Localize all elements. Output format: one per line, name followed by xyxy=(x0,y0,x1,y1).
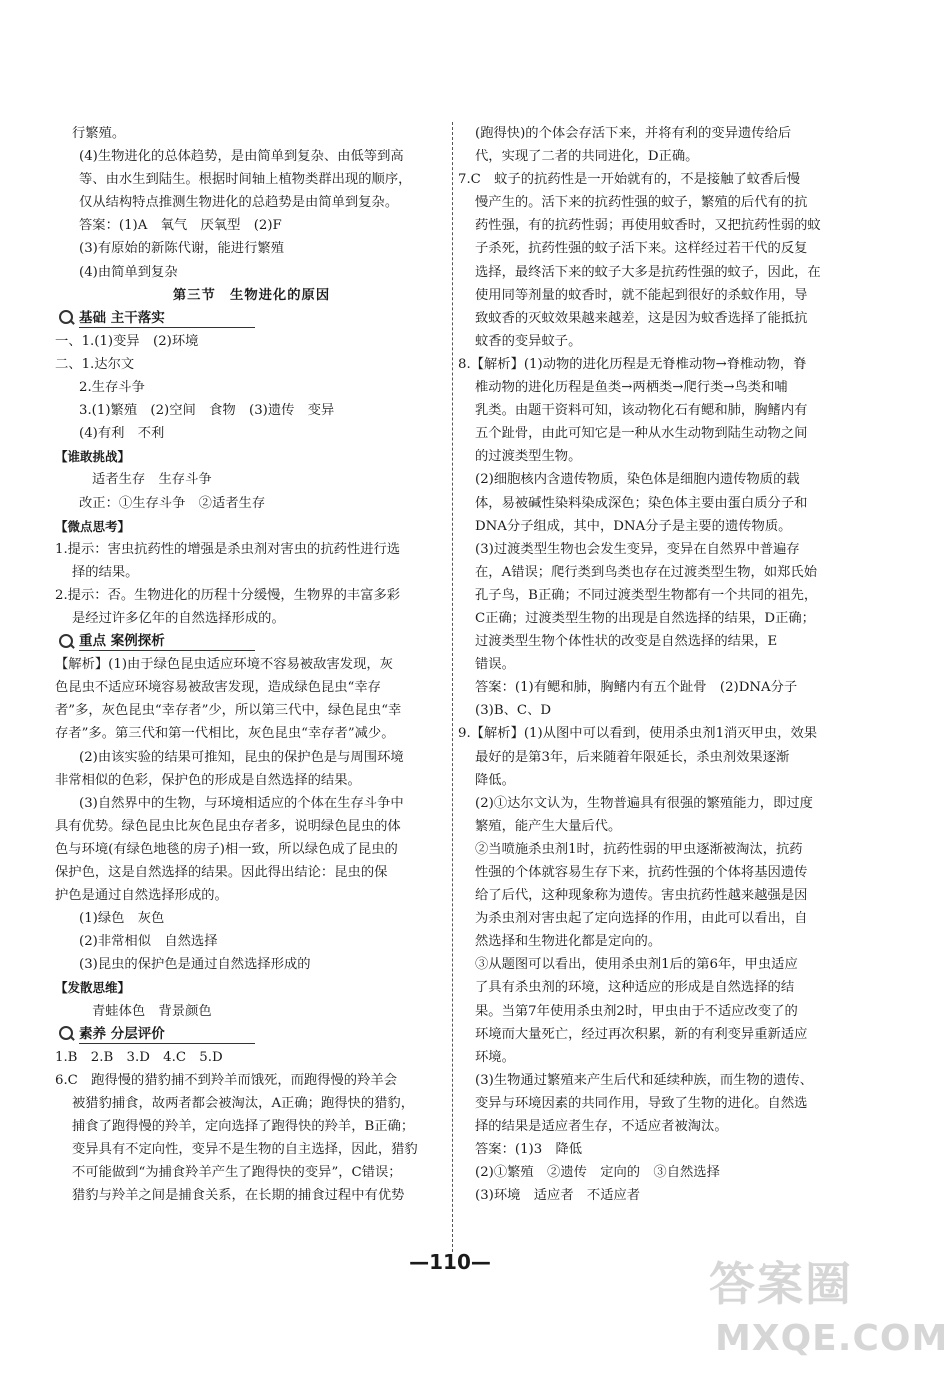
left-text-line: (4)生物进化的总体趋势，是由简单到复杂、由低等到高 xyxy=(79,149,404,165)
left-column xyxy=(55,122,448,1207)
left-text-line: 非常相似的色彩，保护色的形成是自然选择的结果。 xyxy=(55,772,361,788)
right-text-line: (2)细胞核内含遗传物质，染色体是细胞内遗传物质的载 xyxy=(475,472,800,488)
right-text-line: 9.【解析】(1)从图中可以看到，使用杀虫剂1消灭甲虫，效果 xyxy=(458,726,818,742)
right-text-line: 五个趾骨，由此可知它是一种从水生动物到陆生动物之间 xyxy=(475,426,808,442)
left-text-line: 等、由水生到陆生。根据时间轴上植物类群出现的顺序， xyxy=(79,172,412,188)
right-text-line: DNA分子组成，其中，DNA分子是主要的遗传物质。 xyxy=(475,518,792,534)
section-heading xyxy=(55,630,448,653)
left-text-line: 存者”多。第三代和第一代相比，灰色昆虫“幸存者”减少。 xyxy=(55,726,395,742)
left-text-line: 猎豹与羚羊之间是捕食关系，在长期的捕食过程中有优势 xyxy=(72,1188,405,1204)
left-text-line: (4)由简单到复杂 xyxy=(79,264,178,280)
left-text-line: 变异具有不定向性，变异不是生物的自主选择，因此，猎豹 xyxy=(72,1142,418,1158)
right-text-line: 体，易被碱性染料染成深色；染色体主要由蛋白质分子和 xyxy=(475,495,808,511)
right-text-line: (3)生物通过繁殖来产生后代和延续种族，而生物的遗传、 xyxy=(475,1072,813,1088)
left-text-line: 青蛙体色 背景颜色 xyxy=(92,1003,212,1019)
page-number: —110— xyxy=(409,1250,491,1274)
right-text-line: (3)环境 适应者 不适应者 xyxy=(475,1188,641,1204)
left-text-line: 1.B 2.B 3.D 4.C 5.D xyxy=(55,1049,223,1065)
left-text-line: 被猎豹捕食，故两者都会被淘汰，A正确；跑得快的猎豹， xyxy=(72,1095,415,1111)
left-text-line: 答案：(1)A 氧气 厌氧型 (2)F xyxy=(79,218,282,234)
right-text-line: (跑得快)的个体会存活下来，并将有利的变异遗传给后 xyxy=(475,126,792,141)
right-text-line: 慢产生的。活下来的抗药性强的蚊子，繁殖的后代有的抗 xyxy=(475,195,808,211)
left-text-line: 适者生存 生存斗争 xyxy=(92,472,212,488)
right-text-line: 乳类。由题干资料可知，该动物化石有鳃和肺，胸鳍内有 xyxy=(475,403,808,419)
right-text-line: 果。当第7年使用杀虫剂2时，甲虫由于不适应改变了的 xyxy=(475,1003,798,1019)
subsection-tag: 【微点思考】 xyxy=(55,518,131,534)
right-text-line: 降低。 xyxy=(475,772,515,788)
right-text-line: 答案：(1)3 降低 xyxy=(475,1142,583,1158)
right-text-line: ②当喷施杀虫剂1时，抗药性弱的甲虫逐渐被淘汰，抗药 xyxy=(475,841,803,857)
left-text-line: (3)有原始的新陈代谢，能进行繁殖 xyxy=(79,241,284,257)
left-text-line: 仅从结构特点推测生物进化的总趋势是由简单到复杂。 xyxy=(79,195,399,211)
left-text-line: 2.提示：否。生物进化的历程十分缓慢，生物界的丰富多彩 xyxy=(55,587,401,603)
left-text-line: (3)自然界中的生物，与环境相适应的个体在生存斗争中 xyxy=(79,795,404,811)
magnifier-icon xyxy=(59,310,75,326)
left-text-line: (2)非常相似 自然选择 xyxy=(79,934,218,950)
right-text-line: 蚊香的变异蚊子。 xyxy=(475,333,582,349)
right-text-line: 了具有杀虫剂的环境，这种适应的形成是自然选择的结 xyxy=(475,980,795,996)
left-text-line: 护色是通过自然选择形成的。 xyxy=(55,888,228,904)
column-divider xyxy=(452,122,453,1252)
right-text-line: 的过渡类型生物。 xyxy=(475,449,582,465)
right-text-line: 过渡类型生物个体性状的改变是自然选择的结果，E xyxy=(475,634,778,650)
right-text-line: ③从题图可以看出，使用杀虫剂1后的第6年，甲虫适应 xyxy=(475,957,798,973)
left-text-line: 二、1.达尔文 xyxy=(55,356,135,372)
right-text-line: 变异与环境因素的共同作用，导致了生物的进化。自然选 xyxy=(475,1095,808,1111)
right-text-line: 8.【解析】(1)动物的进化历程是无脊椎动物→脊椎动物，脊 xyxy=(458,356,807,372)
right-text-line: 繁殖，能产生大量后代。 xyxy=(475,818,622,834)
right-text-line: 代，实现了二者的共同进化，D正确。 xyxy=(475,149,699,165)
right-text-line: 药性强，有的抗药性弱；再使用蚊香时，又把抗药性弱的蚊 xyxy=(475,218,821,234)
right-text-line: 环境而大量死亡，经过再次积累，新的有利变异重新适应 xyxy=(475,1026,808,1042)
right-text-line: (3)过渡类型生物也会发生变异，变异在自然界中普遍存 xyxy=(475,541,800,557)
right-text-line: 错误。 xyxy=(475,657,515,673)
left-text-line: 一、1.(1)变异 (2)环境 xyxy=(55,333,199,349)
right-text-line: (3)B、C、D xyxy=(475,703,552,719)
right-text-line: 择的结果是适应者生存，不适应者被淘汰。 xyxy=(475,1119,728,1135)
right-text-line: 孔子鸟，B正确；不同过渡类型生物都有一个共同的祖先， xyxy=(475,587,818,603)
right-text-line: (2)①繁殖 ②遗传 定向的 ③自然选择 xyxy=(475,1165,720,1181)
section-title: 基础 主干落实 xyxy=(79,309,255,328)
subsection-tag: 【发散思维】 xyxy=(55,980,131,996)
subsection-tag: 【谁敢挑战】 xyxy=(55,449,131,465)
left-text-line: (2)由该实验的结果可推知，昆虫的保护色是与周围环境 xyxy=(79,749,404,765)
left-text-line: 【解析】(1)由于绿色昆虫适应环境不容易被敌害发现，灰 xyxy=(55,657,393,673)
right-text-line: 环境。 xyxy=(475,1049,515,1065)
left-text-line: 捕食了跑得慢的羚羊，定向选择了跑得快的羚羊，B正确； xyxy=(72,1119,415,1135)
left-text-line: (4)有利 不利 xyxy=(79,426,165,442)
watermark-logo xyxy=(707,1240,948,1380)
section-title: 重点 案例探析 xyxy=(79,632,255,651)
right-text-line: 子杀死，抗药性强的蚊子活下来。这样经过若干代的反复 xyxy=(475,241,808,257)
right-text-line: C正确；过渡类型生物的出现是自然选择的结果，D正确； xyxy=(475,610,815,626)
right-text-line: 使用同等剂量的蚊香时，就不能起到很好的杀蚊作用，导 xyxy=(475,287,808,303)
left-text-line: 1.提示：害虫抗药性的增强是杀虫剂对害虫的抗药性进行选 xyxy=(55,541,401,557)
watermark-url: MXQE.COM xyxy=(715,1318,948,1359)
left-text-line: 3.(1)繁殖 (2)空间 食物 (3)遗传 变异 xyxy=(79,403,335,419)
right-column xyxy=(458,122,848,1207)
right-text-line: 选择，最终活下来的蚊子大多是抗药性强的蚊子，因此，在 xyxy=(475,264,821,280)
right-text-line: 答案：(1)有鳃和肺，胸鳍内有五个趾骨 (2)DNA分子 xyxy=(475,680,798,696)
right-text-line: 致蚊香的灭蚊效果越来越差，这是因为蚊香选择了能抵抗 xyxy=(475,310,808,326)
left-text-line: 色昆虫不适应环境容易被敌害发现，造成绿色昆虫“幸存 xyxy=(55,680,381,696)
section-heading xyxy=(55,1023,448,1046)
left-text-line: 6.C 跑得慢的猎豹捕不到羚羊而饿死，而跑得慢的羚羊会 xyxy=(55,1072,397,1088)
left-text-line: (3)昆虫的保护色是通过自然选择形成的 xyxy=(79,957,311,973)
section-title: 第三节 生物进化的原因 xyxy=(172,287,331,303)
left-text-line: 改正：①生存斗争 ②适者生存 xyxy=(79,495,266,511)
left-text-line: 保护色，这是自然选择的结果。因此得出结论：昆虫的保 xyxy=(55,865,388,880)
left-text-line: 者”多，灰色昆虫“幸存者”少，所以第三代中，绿色昆虫“幸 xyxy=(55,703,402,719)
left-text-line: 不可能做到“为捕食羚羊产生了跑得快的变异”，C错误； xyxy=(72,1165,402,1181)
left-text-line: 行繁殖。 xyxy=(72,126,126,141)
left-text-line: 具有优势。绿色昆虫比灰色昆虫存者多，说明绿色昆虫的体 xyxy=(55,818,401,834)
right-text-line: 7.C 蚊子的抗药性是一开始就有的，不是接触了蚊香后慢 xyxy=(458,172,800,188)
section-title: 素养 分层评价 xyxy=(79,1025,255,1044)
right-text-line: 为杀虫剂对害虫起了定向选择的作用，由此可以看出，自 xyxy=(475,911,808,927)
right-text-line: 给了后代，这种现象称为遗传。害虫抗药性越来越强是因 xyxy=(475,888,808,904)
right-text-line: 在，A错误；爬行类到鸟类也存在过渡类型生物，如郑氏始 xyxy=(475,564,818,580)
left-text-line: (1)绿色 灰色 xyxy=(79,911,165,927)
magnifier-icon xyxy=(59,634,75,650)
right-text-line: (2)①达尔文认为，生物普遍具有很强的繁殖能力，即过度 xyxy=(475,795,813,811)
right-text-line: 最好的是第3年，后来随着年限延长，杀虫剂效果逐渐 xyxy=(475,749,790,765)
right-text-line: 然选择和生物进化都是定向的。 xyxy=(475,934,662,950)
watermark-title: 答案圈 xyxy=(709,1257,853,1311)
left-text-line: 择的结果。 xyxy=(72,564,139,580)
right-text-line: 性强的个体就容易生存下来，抗药性强的个体将基因遗传 xyxy=(475,865,808,880)
section-heading xyxy=(55,307,448,330)
right-text-line: 椎动物的进化历程是鱼类→两栖类→爬行类→鸟类和哺 xyxy=(475,380,788,396)
left-text-line: 是经过许多亿年的自然选择形成的。 xyxy=(72,610,285,626)
left-text-line: 色与环境(有绿色地毯的房子)相一致，所以绿色成了昆虫的 xyxy=(55,841,398,857)
magnifier-icon xyxy=(59,1026,75,1042)
left-text-line: 2.生存斗争 xyxy=(79,380,145,396)
